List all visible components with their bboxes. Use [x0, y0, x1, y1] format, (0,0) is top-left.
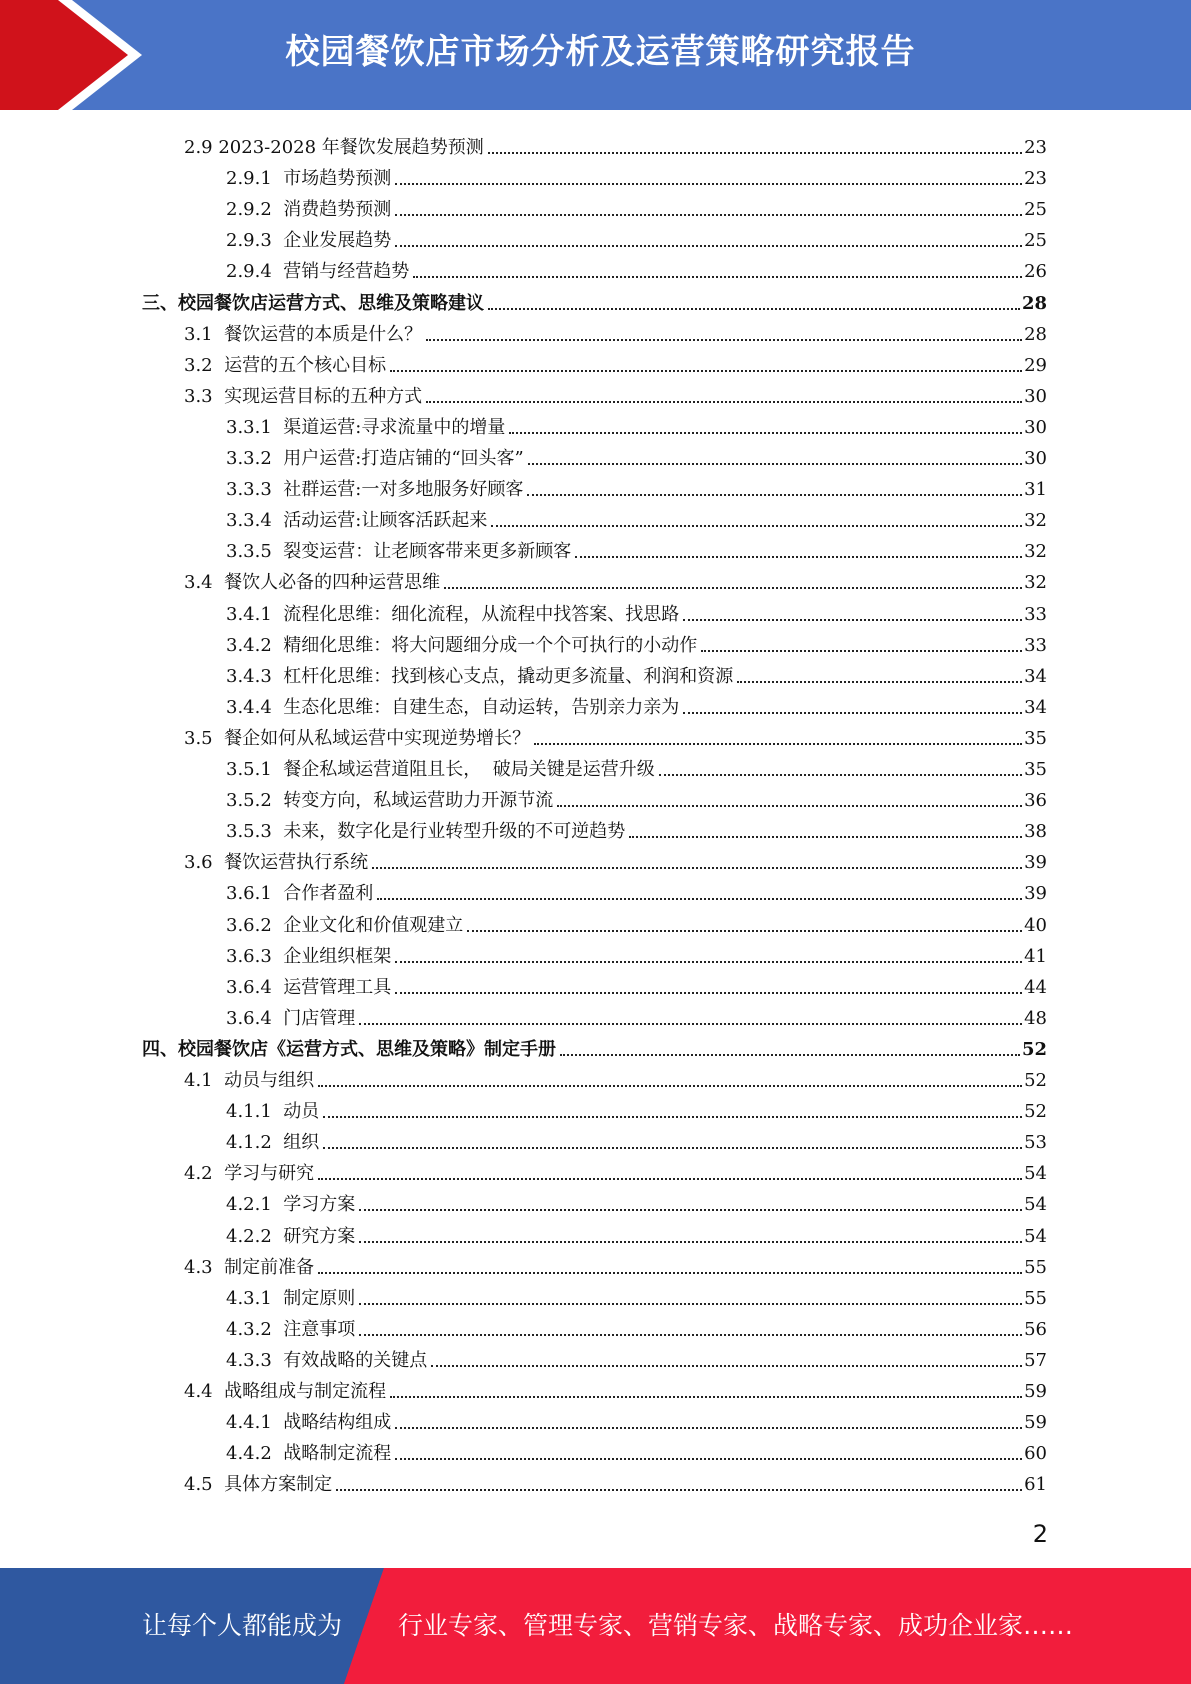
- toc-entry-number: 3.4: [184, 572, 225, 594]
- toc-entry-page: 52: [1024, 1070, 1047, 1091]
- toc-entry-page: 52: [1024, 1101, 1047, 1123]
- toc-entry-page: 25: [1024, 199, 1047, 221]
- toc-dot-leader: [390, 1396, 1022, 1398]
- toc-entry-number: 3.3.1: [226, 416, 284, 438]
- toc-entry-page: 54: [1024, 1225, 1047, 1247]
- toc-entry[interactable]: [184, 1465, 1047, 1496]
- toc-entry-page: 48: [1024, 1007, 1047, 1029]
- toc-dot-leader: [318, 1085, 1022, 1087]
- toc-dot-leader: [557, 805, 1022, 807]
- toc-entry-page: 56: [1024, 1318, 1047, 1340]
- toc-dot-leader: [395, 245, 1022, 247]
- toc-entry-page: 59: [1024, 1412, 1047, 1434]
- toc-entry-page: 54: [1024, 1194, 1047, 1216]
- toc-dot-leader: [659, 774, 1022, 776]
- toc-entry-title: 动员与组织: [224, 1070, 315, 1091]
- toc-entry-page: 25: [1024, 230, 1047, 252]
- toc-entry-number: 2.9.1: [226, 168, 284, 190]
- toc-entry-title: 企业文化和价值观建立: [283, 914, 464, 936]
- toc-dot-leader: [683, 619, 1022, 621]
- toc-dot-leader: [377, 898, 1022, 900]
- toc-entry-page: 35: [1024, 759, 1047, 780]
- toc-entry-number: 4.2.2: [226, 1225, 284, 1247]
- toc-entry[interactable]: [226, 1185, 1047, 1216]
- toc-entry-page: 23: [1024, 137, 1047, 158]
- toc-entry[interactable]: [226, 937, 1047, 968]
- toc-entry-page: 53: [1024, 1132, 1047, 1154]
- header-banner: [0, 0, 1191, 110]
- toc-entry[interactable]: [226, 159, 1047, 190]
- toc-entry-number: 3.5: [184, 727, 225, 749]
- toc-entry-number: 3.1: [184, 323, 225, 345]
- toc-entry[interactable]: [184, 128, 1047, 159]
- toc-dot-leader: [395, 1458, 1022, 1460]
- toc-entry-title: 有效战略的关键点: [283, 1349, 428, 1371]
- toc-entry-title: 战略结构组成: [283, 1412, 392, 1434]
- toc-entry-title: 制定原则: [283, 1287, 356, 1309]
- toc-entry[interactable]: [184, 1061, 1047, 1092]
- toc-entry-number: 4.3.3: [226, 1349, 284, 1371]
- toc-entry[interactable]: [226, 501, 1047, 532]
- toc-dot-leader: [413, 276, 1022, 278]
- toc-entry-number: 2.9.3: [226, 230, 284, 252]
- toc-entry-number: 4.1.1: [226, 1101, 284, 1123]
- toc-entry[interactable]: [226, 252, 1047, 283]
- toc-entry-number: 4.4: [184, 1381, 225, 1402]
- toc-entry-page: 55: [1024, 1287, 1047, 1309]
- footer-banner: [0, 1568, 1191, 1684]
- toc-entry[interactable]: [226, 968, 1047, 999]
- toc-entry-title: 学习方案: [283, 1194, 356, 1216]
- toc-entry-title: 运营的五个核心目标: [224, 354, 387, 376]
- toc-entry-number: 3.4.3: [226, 665, 284, 687]
- toc-entry-number: 3.6.1: [226, 883, 284, 905]
- toc-entry-title: 战略制定流程: [283, 1443, 392, 1465]
- toc-entry-title: 未来，数字化是行业转型升级的不可逆趋势: [283, 821, 626, 843]
- toc-entry-title: 渠道运营:寻求流量中的增量: [283, 416, 506, 438]
- toc-entry-page: 33: [1024, 603, 1047, 625]
- toc-dot-leader: [488, 152, 1022, 154]
- toc-entry-number: 3.3.2: [226, 448, 284, 469]
- toc-entry-title: 餐企如何从私域运营中实现逆势增长？: [224, 727, 531, 749]
- toc-entry-page: 30: [1024, 448, 1047, 469]
- toc-entry-title: 四、校园餐饮店《运营方式、思维及策略》制定手册: [142, 1038, 556, 1060]
- toc-dot-leader: [534, 743, 1022, 745]
- toc-dot-leader: [527, 494, 1022, 496]
- toc-entry[interactable]: [184, 1372, 1047, 1403]
- toc-dot-leader: [509, 432, 1022, 434]
- toc-entry-number: 2.9.4: [226, 261, 284, 283]
- toc-entry[interactable]: [184, 843, 1047, 874]
- toc-entry[interactable]: [226, 408, 1047, 439]
- toc-entry-title: 门店管理: [283, 1007, 356, 1029]
- toc-entry-title: 具体方案制定: [224, 1474, 333, 1496]
- toc-entry[interactable]: [184, 346, 1047, 377]
- toc-dot-leader: [683, 712, 1022, 714]
- toc-entry-title: 市场趋势预测: [283, 168, 392, 190]
- toc-entry-title: 营销与经营趋势: [283, 261, 410, 283]
- toc-entry[interactable]: [184, 377, 1047, 408]
- toc-dot-leader: [395, 183, 1022, 185]
- toc-entry-page: 23: [1024, 168, 1047, 190]
- toc-entry-title: 注意事项: [283, 1318, 356, 1340]
- toc-entry-page: 40: [1024, 914, 1047, 936]
- toc-entry[interactable]: [226, 812, 1047, 843]
- toc-entry[interactable]: [142, 1030, 1047, 1061]
- toc-entry-number: 3.3.5: [226, 541, 284, 563]
- toc-entry[interactable]: [226, 1217, 1047, 1248]
- toc-dot-leader: [359, 1209, 1022, 1211]
- toc-dot-leader: [359, 1241, 1022, 1243]
- toc-entry-page: 54: [1024, 1163, 1047, 1185]
- toc-entry-number: 3.4.1: [226, 603, 284, 625]
- toc-entry-number: 3.6.4: [226, 976, 284, 998]
- toc-entry-number: 4.3.2: [226, 1318, 284, 1340]
- toc-dot-leader: [359, 1334, 1022, 1336]
- page-number: 2: [1032, 1520, 1048, 1548]
- toc-entry-number: 3.5.3: [226, 821, 284, 843]
- toc-entry-page: 39: [1024, 883, 1047, 905]
- toc-entry-number: 2.9.2: [226, 199, 284, 221]
- toc-entry-title: 战略组成与制定流程: [224, 1381, 387, 1402]
- toc-entry[interactable]: [226, 439, 1047, 470]
- toc-entry[interactable]: [226, 1310, 1047, 1341]
- toc-entry-number: 3.5.2: [226, 790, 284, 812]
- toc-entry-number: 3.3.4: [226, 510, 284, 532]
- toc-entry-title: 流程化思维：细化流程，从流程中找答案、找思路: [283, 603, 680, 625]
- toc-entry-page: 55: [1024, 1256, 1047, 1278]
- toc-dot-leader: [431, 1365, 1022, 1367]
- toc-entry-page: 60: [1024, 1443, 1047, 1465]
- toc-entry-title: 实现运营目标的五种方式: [224, 385, 423, 407]
- toc-dot-leader: [467, 930, 1022, 932]
- toc-entry[interactable]: [226, 874, 1047, 905]
- toc-dot-leader: [395, 214, 1022, 216]
- toc-entry[interactable]: [226, 750, 1047, 781]
- toc-entry-page: 32: [1024, 510, 1047, 532]
- footer-slogan-right: 行业专家、管理专家、营销专家、战略专家、成功企业家……: [398, 1611, 1074, 1640]
- toc-entry[interactable]: [226, 470, 1047, 501]
- toc-entry-title: 生态化思维：自建生态，自动运转，告别亲力亲为: [283, 696, 680, 718]
- toc-entry-title: 企业发展趋势: [283, 230, 392, 252]
- toc-entry-page: 41: [1024, 945, 1047, 967]
- toc-entry-title: 裂变运营：让老顾客带来更多新顾客: [283, 541, 572, 563]
- toc-entry-page: 57: [1024, 1349, 1047, 1371]
- toc-entry[interactable]: [226, 190, 1047, 221]
- toc-dot-leader: [575, 556, 1022, 558]
- toc-dot-leader: [701, 650, 1022, 652]
- toc-entry-title: 运营管理工具: [283, 976, 392, 998]
- toc-entry[interactable]: [184, 315, 1047, 346]
- toc-entry[interactable]: [226, 688, 1047, 719]
- toc-entry-title: 动员: [283, 1101, 320, 1123]
- toc-entry-number: 4.2: [184, 1163, 225, 1185]
- toc-entry[interactable]: [226, 657, 1047, 688]
- toc-entry-number: 4.1: [184, 1070, 225, 1091]
- toc-entry-number: 4.4.1: [226, 1412, 284, 1434]
- toc-entry-page: 32: [1024, 572, 1047, 594]
- toc-entry-page: 26: [1024, 261, 1047, 283]
- toc-dot-leader: [395, 1427, 1022, 1429]
- toc-entry-title: 企业组织框架: [283, 945, 392, 967]
- toc-entry-page: 28: [1024, 323, 1047, 345]
- toc-entry-title: 杠杆化思维：找到核心支点，撬动更多流量、利润和资源: [283, 665, 734, 687]
- toc-entry-title: 学习与研究: [224, 1163, 315, 1185]
- toc-entry[interactable]: [184, 719, 1047, 750]
- toc-entry[interactable]: [226, 626, 1047, 657]
- toc-dot-leader: [390, 370, 1022, 372]
- toc-dot-leader: [444, 587, 1022, 589]
- toc-entry-title: 精细化思维：将大问题细分成一个个可执行的小动作: [283, 634, 698, 656]
- toc-entry-title: 合作者盈利: [283, 883, 374, 905]
- toc-entry[interactable]: [184, 563, 1047, 594]
- toc-entry[interactable]: [226, 906, 1047, 937]
- toc-dot-leader: [737, 681, 1022, 683]
- toc-entry[interactable]: [184, 1248, 1047, 1279]
- toc-entry-page: 59: [1024, 1381, 1047, 1402]
- toc-dot-leader: [323, 1147, 1022, 1149]
- toc-entry-title: 活动运营:让顾客活跃起来: [283, 510, 488, 532]
- toc-entry-title: 研究方案: [283, 1225, 356, 1247]
- toc-entry[interactable]: [226, 595, 1047, 626]
- toc-entry[interactable]: [226, 1434, 1047, 1465]
- toc-entry-page: 34: [1024, 665, 1047, 687]
- footer-slogan-left: 让每个人都能成为: [142, 1611, 343, 1640]
- toc-dot-leader: [318, 1272, 1022, 1274]
- toc-entry-page: 44: [1024, 976, 1047, 998]
- toc-entry-number: 4.1.2: [226, 1132, 284, 1154]
- toc-entry-title: 三、校园餐饮店运营方式、思维及策略建议: [142, 292, 484, 314]
- toc-entry[interactable]: [226, 221, 1047, 252]
- toc-entry-number: 3.3: [184, 385, 225, 407]
- toc-entry-number: 3.3.3: [226, 479, 284, 501]
- toc-entry-title: 餐企私域运营道阻且长， 破局关键是运营升级: [283, 759, 655, 780]
- toc-dot-leader: [318, 1178, 1022, 1180]
- toc-entry-title: 用户运营:打造店铺的“回头客”: [283, 448, 524, 469]
- toc-entry[interactable]: [226, 1403, 1047, 1434]
- toc-entry-page: 52: [1021, 1038, 1047, 1060]
- toc-dot-leader: [395, 992, 1022, 994]
- toc-entry[interactable]: [226, 999, 1047, 1030]
- toc-entry[interactable]: [226, 1123, 1047, 1154]
- toc-entry-number: 3.4.4: [226, 696, 284, 718]
- toc-entry-title: 社群运营:一对多地服务好顾客: [283, 479, 524, 501]
- toc-entry-page: 31: [1024, 479, 1047, 501]
- toc-entry-title: 餐饮人必备的四种运营思维: [224, 572, 441, 594]
- toc-entry-page: 36: [1024, 790, 1047, 812]
- toc-entry-title: 2023-2028 年餐饮发展趋势预测: [218, 137, 484, 158]
- toc-entry-number: 3.5.1: [226, 759, 284, 780]
- report-title: 校园餐饮店市场分析及运营策略研究报告: [285, 32, 916, 72]
- toc-entry-page: 28: [1021, 292, 1047, 314]
- toc-entry-number: 3.6: [184, 852, 225, 874]
- toc-entry-page: 29: [1024, 354, 1047, 376]
- toc-dot-leader: [395, 961, 1022, 963]
- toc-dot-leader: [426, 401, 1022, 403]
- toc-entry[interactable]: [226, 1341, 1047, 1372]
- toc-entry-number: 4.3: [184, 1256, 225, 1278]
- toc-entry[interactable]: [226, 1279, 1047, 1310]
- toc-entry-title: 制定前准备: [224, 1256, 315, 1278]
- toc-entry-page: 61: [1024, 1474, 1047, 1496]
- toc-entry-page: 38: [1024, 821, 1047, 843]
- toc-entry-title: 餐饮运营的本质是什么？: [224, 323, 423, 345]
- toc-dot-leader: [426, 339, 1022, 341]
- toc-entry-number: 3.2: [184, 354, 225, 376]
- toc-dot-leader: [528, 463, 1022, 465]
- toc-entry-number: 3.6.3: [226, 945, 284, 967]
- toc-entry-title: 组织: [283, 1132, 320, 1154]
- toc-dot-leader: [359, 1023, 1022, 1025]
- toc-dot-leader: [336, 1489, 1022, 1491]
- toc-dot-leader: [491, 525, 1022, 527]
- toc-entry[interactable]: [226, 1092, 1047, 1123]
- toc-entry[interactable]: [142, 284, 1047, 315]
- toc-entry-page: 34: [1024, 696, 1047, 718]
- toc-entry[interactable]: [226, 781, 1047, 812]
- toc-entry[interactable]: [226, 532, 1047, 563]
- toc-entry-number: 4.5: [184, 1474, 225, 1496]
- toc-entry[interactable]: [184, 1154, 1047, 1185]
- toc-entry-number: 4.2.1: [226, 1194, 284, 1216]
- toc-entry-title: 餐饮运营执行系统: [224, 852, 369, 874]
- toc-entry-page: 30: [1024, 416, 1047, 438]
- toc-dot-leader: [560, 1054, 1020, 1056]
- toc-entry-title: 转变方向，私域运营助力开源节流: [283, 790, 554, 812]
- toc-entry-page: 35: [1024, 727, 1047, 749]
- toc-entry-page: 33: [1024, 634, 1047, 656]
- toc-entry-page: 32: [1024, 541, 1047, 563]
- toc-entry-page: 30: [1024, 385, 1047, 407]
- toc-entry-title: 消费趋势预测: [283, 199, 392, 221]
- toc-dot-leader: [359, 1303, 1022, 1305]
- toc-entry-number: 2.9: [184, 137, 219, 158]
- toc-entry-number: 4.4.2: [226, 1443, 284, 1465]
- toc-dot-leader: [488, 308, 1020, 310]
- toc-dot-leader: [323, 1116, 1022, 1118]
- toc-entry-number: 4.3.1: [226, 1287, 284, 1309]
- toc-dot-leader: [372, 867, 1022, 869]
- toc-entry-number: 3.6.4: [226, 1007, 284, 1029]
- toc-entry-page: 39: [1024, 852, 1047, 874]
- toc-dot-leader: [629, 836, 1022, 838]
- toc-entry-number: 3.6.2: [226, 914, 284, 936]
- toc-entry-number: 3.4.2: [226, 634, 284, 656]
